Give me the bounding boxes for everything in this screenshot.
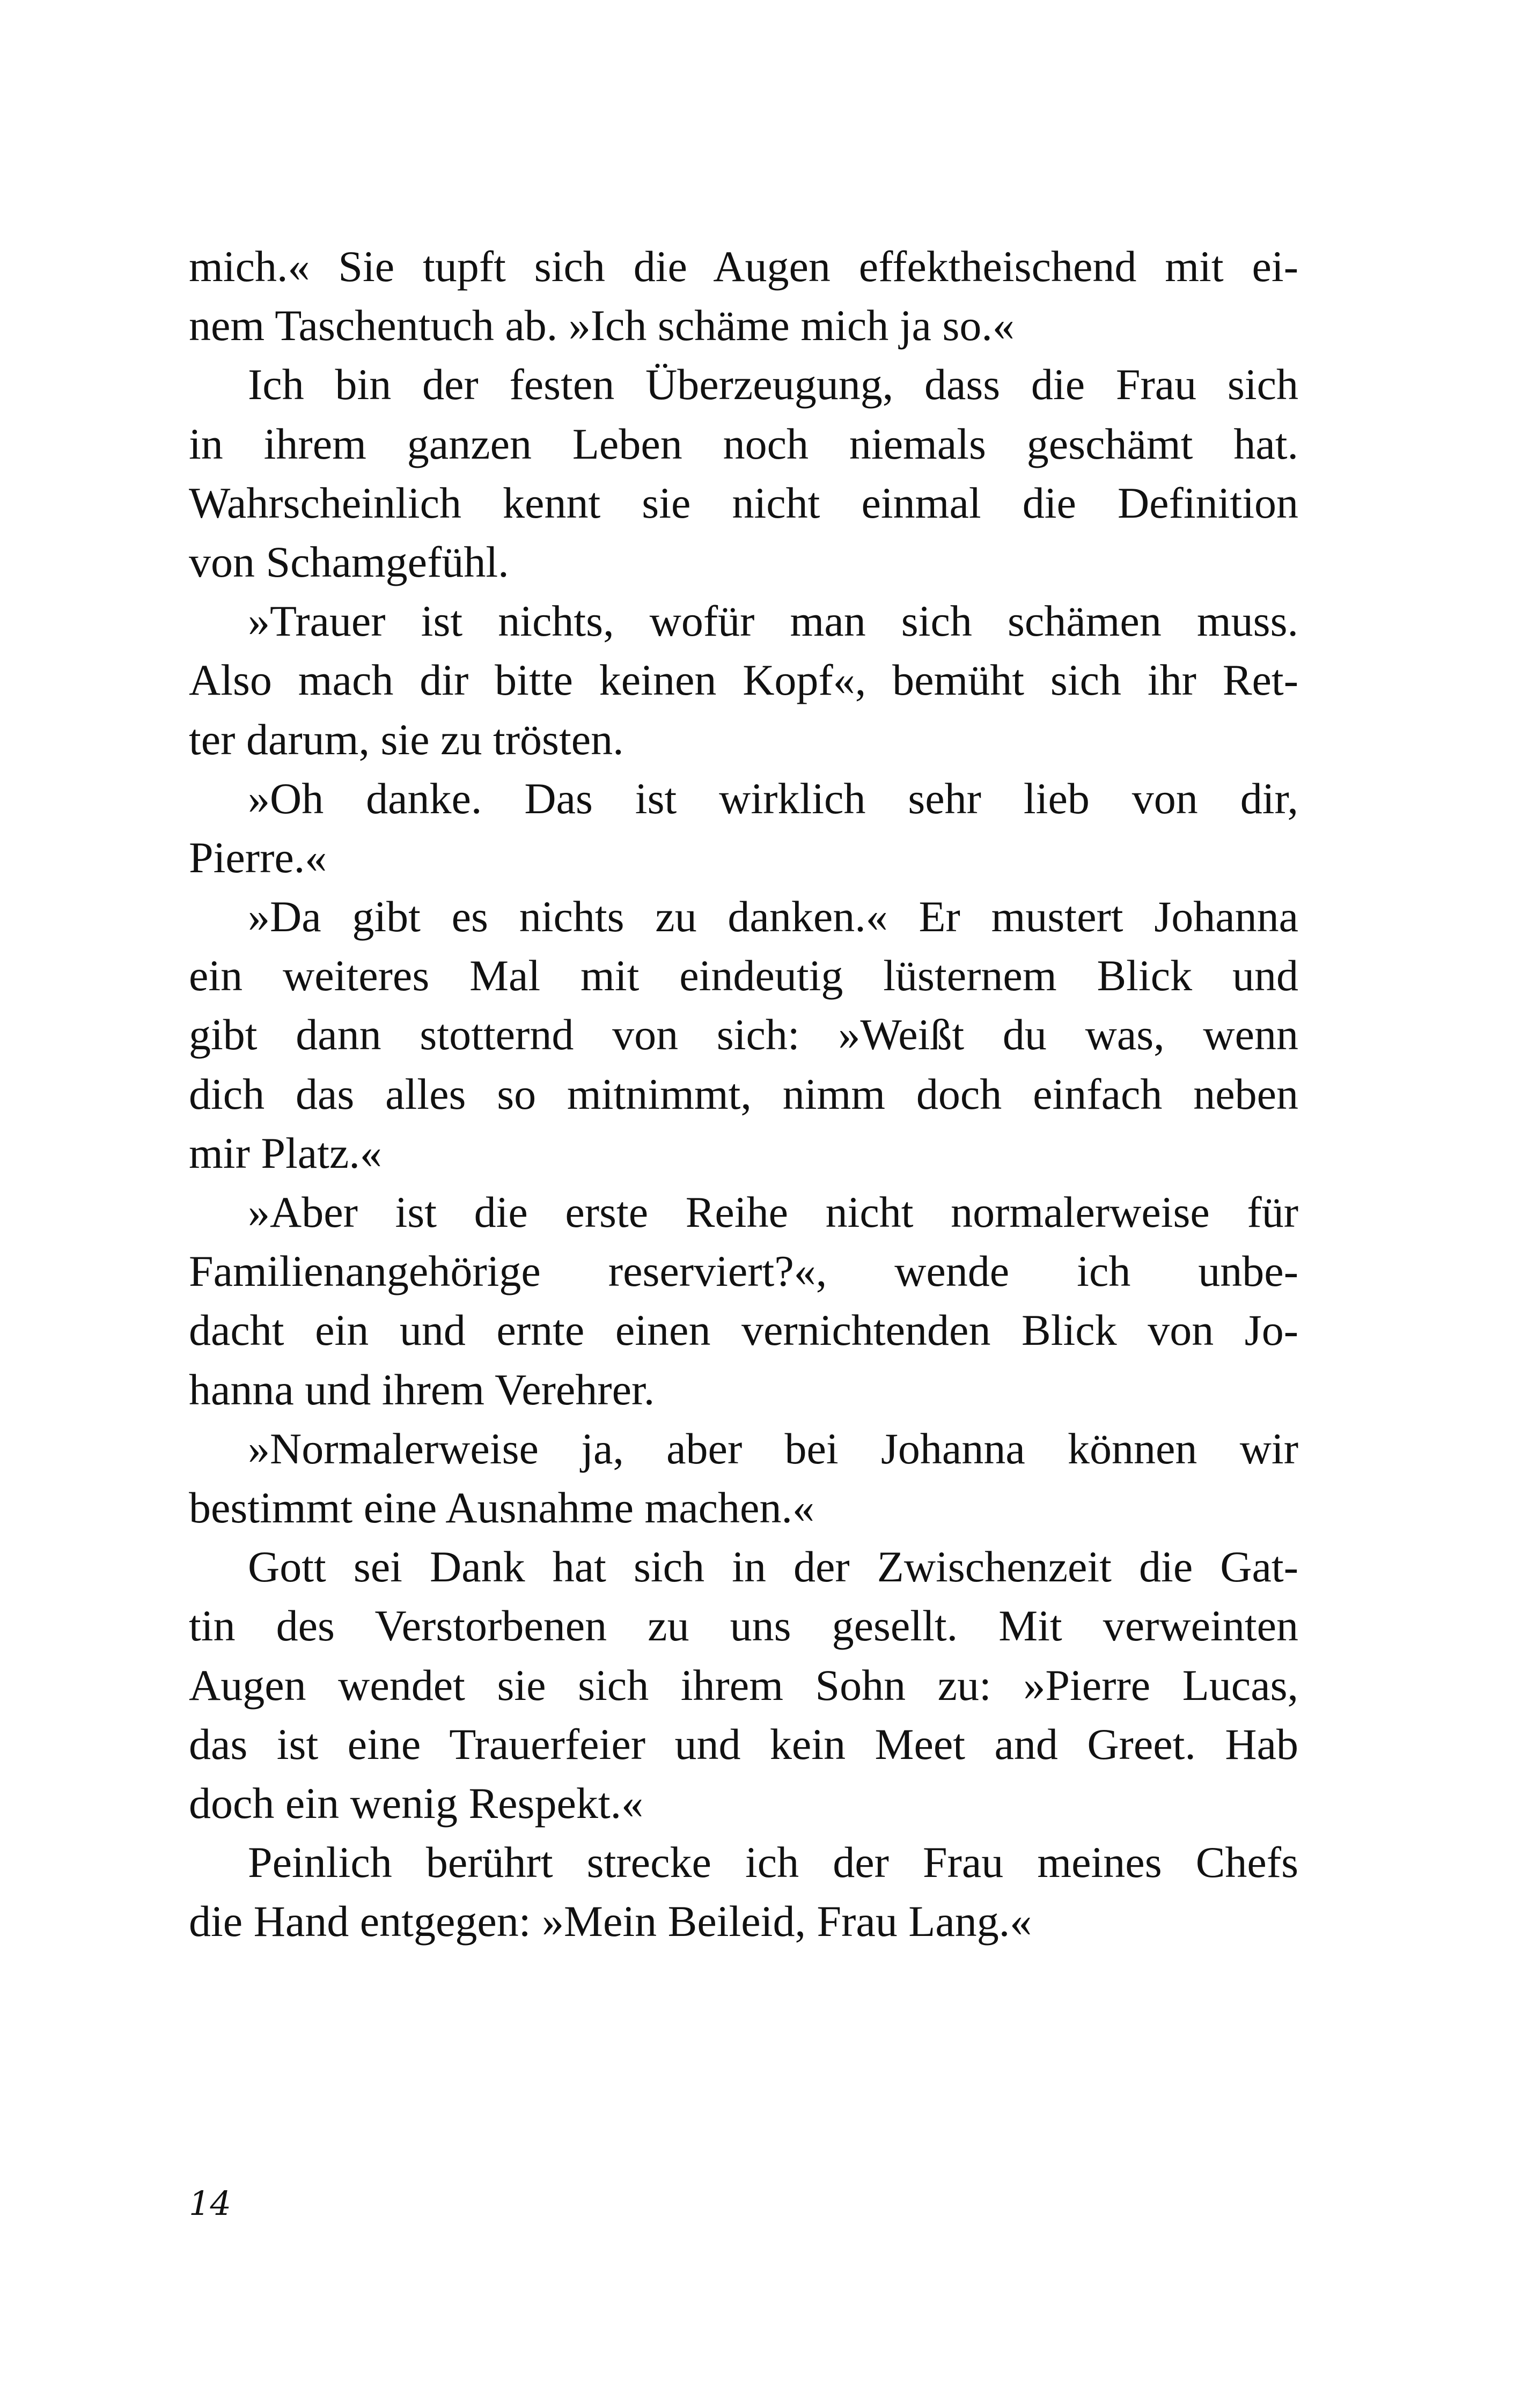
- text-line: Wahrscheinlich kennt sie nicht einmal die Definition: [189, 478, 1298, 527]
- text-line: Pierre.«: [189, 833, 327, 882]
- text-line: von Schamgefühl.: [189, 537, 509, 586]
- text-line: Familienangehörige reserviert?«, wende ich unbe-: [189, 1247, 1298, 1296]
- text-line: Peinlich berührt strecke ich der Frau meines Chefs: [248, 1838, 1298, 1887]
- text-line: ein weiteres Mal mit eindeutig lüsternem Blick und: [189, 951, 1298, 1000]
- text-line: »Da gibt es nichts zu danken.« Er mustert Johanna: [248, 892, 1298, 941]
- text-line: Gott sei Dank hat sich in der Zwischenzeit die Gat-: [248, 1542, 1298, 1592]
- text-line: hanna und ihrem Verehrer.: [189, 1365, 655, 1414]
- text-line: doch ein wenig Respekt.«: [189, 1778, 644, 1828]
- text-line: das ist eine Trauerfeier und kein Meet and Greet. Hab: [189, 1719, 1298, 1769]
- text-line: Augen wendet sie sich ihrem Sohn zu: »Pierre Lucas,: [189, 1660, 1298, 1710]
- text-line: »Normalerweise ja, aber bei Johanna können wir: [248, 1424, 1298, 1473]
- text-line: gibt dann stotternd von sich: »Weißt du was, wenn: [189, 1010, 1298, 1059]
- text-line: dich das alles so mitnimmt, nimm doch einfach neben: [189, 1069, 1298, 1118]
- body-text: [189, 237, 1298, 1951]
- text-line: mich.« Sie tupft sich die Augen effektheischend mit ei-: [189, 242, 1298, 291]
- text-line: »Aber ist die erste Reihe nicht normalerweise für: [248, 1188, 1298, 1236]
- page-number: 14: [189, 2184, 231, 2223]
- text-line: die Hand entgegen: »Mein Beileid, Frau Lang.«: [189, 1897, 1032, 1946]
- text-line: nem Taschentuch ab. »Ich schäme mich ja so.«: [189, 301, 1015, 350]
- text-line: dacht ein und ernte einen vernichtenden Blick von Jo-: [189, 1306, 1298, 1355]
- text-line: »Trauer ist nichts, wofür man sich schämen muss.: [248, 597, 1298, 646]
- text-line: ter darum, sie zu trösten.: [189, 715, 624, 764]
- text-line: »Oh danke. Das ist wirklich sehr lieb von dir,: [248, 774, 1298, 823]
- text-line: mir Platz.«: [189, 1128, 382, 1177]
- text-line: bestimmt eine Ausnahme machen.«: [189, 1483, 814, 1532]
- text-line: in ihrem ganzen Leben noch niemals geschämt hat.: [189, 419, 1298, 468]
- text-line: Ich bin der festen Überzeugung, dass die Frau sich: [248, 360, 1298, 409]
- text-line: tin des Verstorbenen zu uns gesellt. Mit verweinten: [189, 1601, 1298, 1651]
- text-line: Also mach dir bitte keinen Kopf«, bemüht sich ihr Ret-: [189, 656, 1298, 705]
